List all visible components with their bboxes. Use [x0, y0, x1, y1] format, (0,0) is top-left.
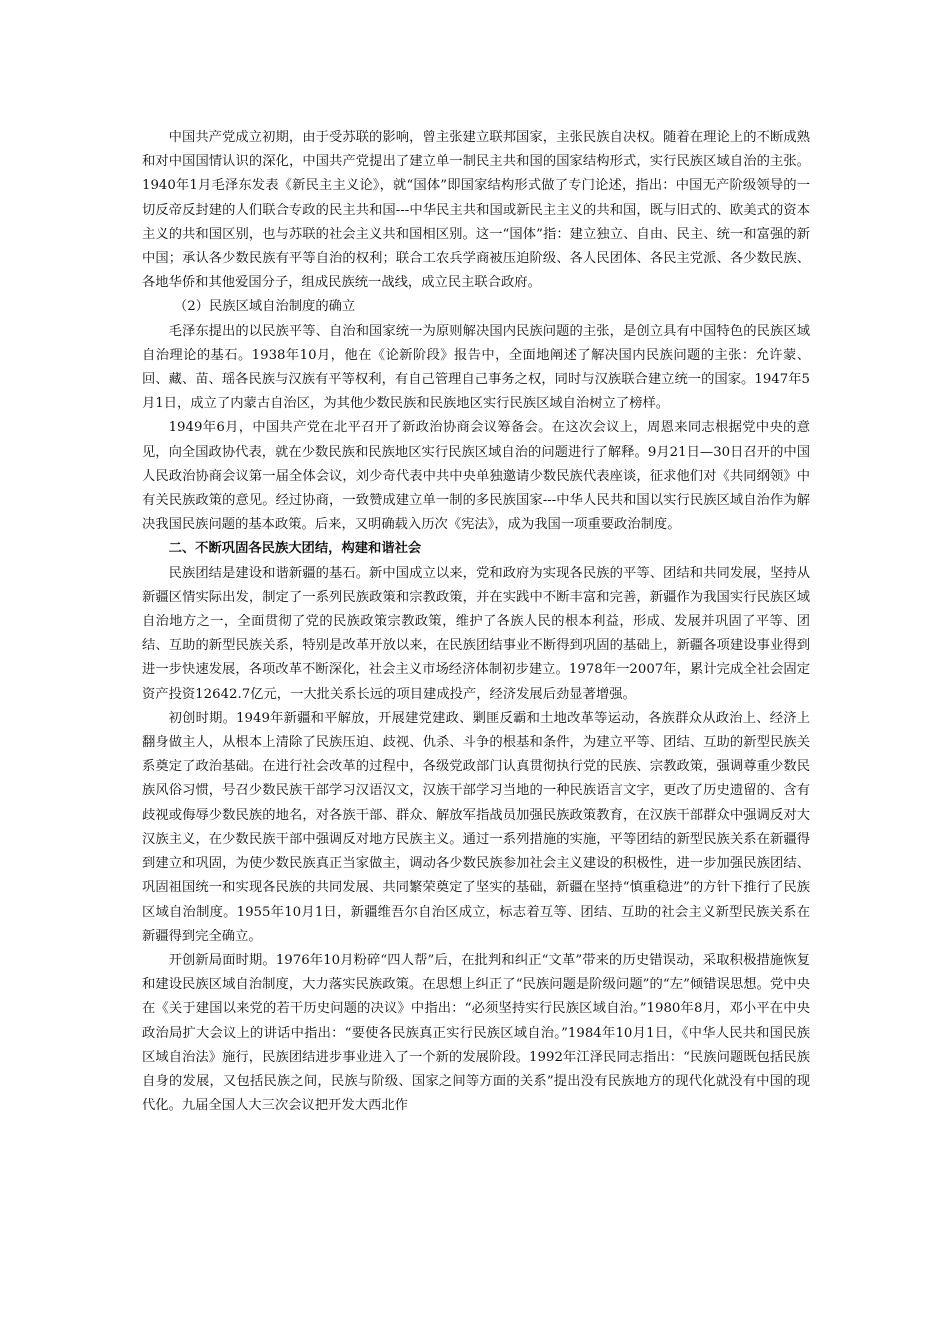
- paragraph: 1949年6月，中国共产党在北平召开了新政治协商会议筹备会。在这次会议上，周恩来同志根据党中央的意见，向全国政协代表，就在少数民族和民族地区实行民族区域自治的问题进行了解释。9月21日—30日召开的中国人民政治协商会议第一届全体会议，刘少奇代表中共中央单独邀请少数民族代表座谈，征求他们对《共同纲领》中有关民族政策的意见。经过协商，一致赞成建立单一制的多民族国家---中华人民共和国以实行民族区域自治作为解决我国民族问题的基本政策。后来，又明确载入历次《宪法》，成为我国一项重要政治制度。: [142, 420, 810, 533]
- paragraph: 开创新局面时期。1976年10月粉碎“四人帮”后，在批判和纠正“文革”带来的历史错误动，采取积极措施恢复和建设民族区域自治制度，大力落实民族政策。在思想上纠正了“民族问题是阶级问题”的“左”倾错误思想。党中央在《关于建国以来党的若干历史问题的决议》中指出：“必须坚持实行民族区域自治。”1980年8月，邓小平在中央政治局扩大会议上的讲话中指出：“要使各民族真正实行民族区域自治。”1984年10月1日，《中华人民共和国民族区域自治法》施行，民族团结进步事业进入了一个新的发展阶段。1992年江泽民同志指出：“民族问题既包括民族自身的发展，又包括民族之间，民族与阶级、国家之间等方面的关系”提出没有民族地方的现代化就没有中国的现代化。九届全国人大三次会议把开发大西北作: [142, 952, 810, 1114]
- document-body: [142, 126, 810, 1118]
- paragraph: 初创时期。1949年新疆和平解放，开展建党建政、剿匪反霸和土地改革等运动，各族群众从政治上、经济上翻身做主人，从根本上清除了民族压迫、歧视、仇杀、斗争的根基和条件，为建立平等、团结、互助的新型民族关系奠定了政治基础。在进行社会改革的过程中，各级党政部门认真贯彻执行党的民族、宗教政策，强调尊重少数民族风俗习惯，号召少数民族干部学习汉语汉文，汉族干部学习当地的一种民族语言文字，更改了历史遗留的、含有歧视或侮辱少数民族的地名，对各族干部、群众、解放军指战员加强民族政策教育，在汉族干部群众中强调反对大汉族主义，在少数民族干部中强调反对地方民族主义。通过一系列措施的实施，平等团结的新型民族关系在新疆得到建立和巩固，为使少数民族真正当家做主，调动各少数民族参加社会主义建设的积极性，进一步加强民族团结、巩固祖国统一和实现各民族的共同发展、共同繁荣奠定了坚实的基础，新疆在坚持“慎重稳进”的方针下推行了民族区域自治制度。1955年10月1日，新疆维吾尔自治区成立，标志着互等、团结、互助的社会主义新型民族关系在新疆得到完全确立。: [142, 710, 810, 944]
- paragraph: 民族团结是建设和谐新疆的基石。新中国成立以来，党和政府为实现各民族的平等、团结和共同发展，坚持从新疆区情实际出发，制定了一系列民族政策和宗教政策，并在实践中不断丰富和完善，新疆作为我国实行民族区域自治地方之一，全面贯彻了党的民族政策宗教政策，维护了各族人民的根本利益，形成、发展并巩固了平等、团结、互助的新型民族关系，特别是改革开放以来，在民族团结事业不断得到巩固的基础上，新疆各项建设事业得到进一步快速发展，各项改革不断深化，社会主义市场经济体制初步建立。1978年一2007年，累计完成全社会固定资产投资12642.7亿元，一大批关系长远的项目建成投产，经济发展后劲显著增强。: [142, 565, 810, 702]
- section-heading: 二、不断巩固各民族大团结，构建和谐社会: [168, 541, 422, 557]
- section-subheading: （2）民族区域自治制度的确立: [173, 299, 356, 315]
- paragraph: 毛泽东提出的以民族平等、自治和国家统一为原则解决国内民族问题的主张，是创立具有中国特色的民族区域自治理论的基石。1938年10月，他在《论新阶段》报告中，全面地阐述了解决国内民族问题的主张：允许蒙、回、藏、苗、瑶各民族与汉族有平等权利，有自己管理自己事务之权，同时与汉族联合建立统一的国家。1947年5月1日，成立了内蒙古自治区，为其他少数民族和民族地区实行民族区域自治树立了榜样。: [142, 323, 810, 412]
- paragraph: 中国共产党成立初期，由于受苏联的影响，曾主张建立联邦国家，主张民族自决权。随着在理论上的不断成熟和对中国国情认识的深化，中国共产党提出了建立单一制民主共和国的国家结构形式，实行民族区域自治的主张。1940年1月毛泽东发表《新民主主义论》，就“国体”即国家结构形式做了专门论述，指出：中国无产阶级领导的一切反帝反封建的人们联合专政的民主共和国---中华民主共和国或新民主主义的共和国，既与旧式的、欧美式的资本主义的共和国区别，也与苏联的社会主义共和国相区别。这一“国体”指：建立独立、自由、民主、统一和富强的新中国；承认各少数民族有平等自治的权利；联合工农兵学商被压迫阶级、各人民团体、各民主党派、各少数民族、各地华侨和其他爱国分子，组成民族统一战线，成立民主联合政府。: [142, 130, 810, 291]
